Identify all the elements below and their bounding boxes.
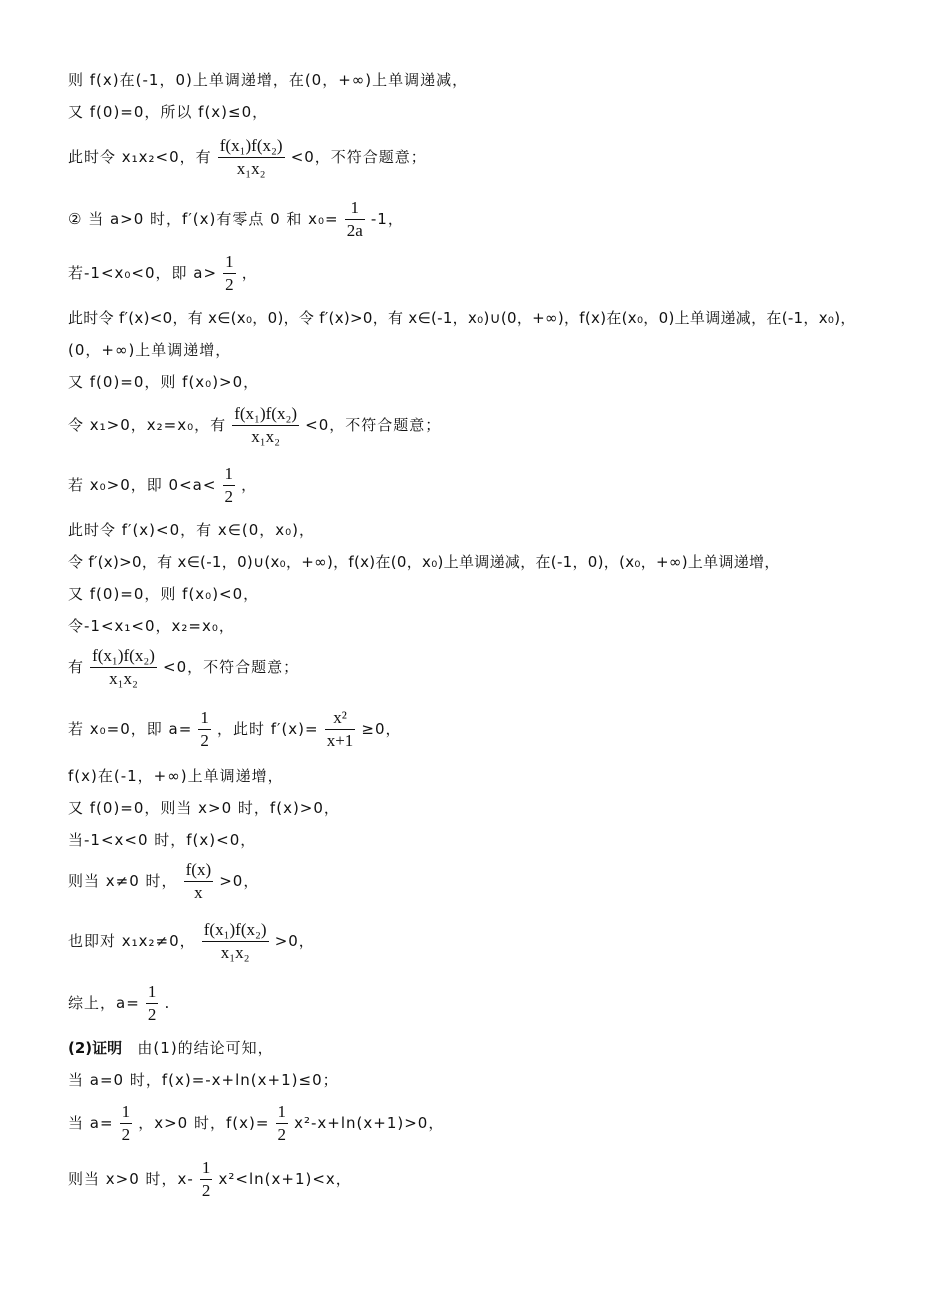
text-line: 则 f(x)在(-1，0)上单调递增，在(0，+∞)上单调递减， (68, 71, 469, 89)
text-line-with-fraction: 若 x₀>0，即 0<a< $\frac{1}{2}$ ， (68, 464, 258, 506)
text-line-with-fraction: 有 $\frac{\text{f(x₁)f(x₂)}}{\text{x₁x₂}}$ <0，不符合题意； (68, 646, 300, 688)
text-line: 此时令 f′(x)<0，有 x∈(x₀，0)，令 f′(x)>0，有 x∈(-1，x₀)∪(0，+∞)，f(x)在(x₀，0)上单调递减，在(-1，x₀)， (68, 309, 856, 327)
text-line: 当 a=0 时，f(x)=-x+ln(x+1)≤0； (68, 1071, 339, 1089)
text-line-with-fraction: 若 x₀=0，即 a= $\frac{1}{2}$ ，此时 f′(x)= $\frac{\text{x²}}{x+1}$ ≥0， (68, 708, 402, 750)
text-line: 又 f(0)=0，则 f(x₀)<0， (68, 585, 260, 603)
text-line-with-fraction: 则当 x>0 时，x- $\frac{1}{2}$ x²<ln(x+1)<x， (68, 1158, 352, 1200)
text-line-with-fraction: 若-1<x₀<0，即 a> $\frac{1}{2}$ ， (68, 252, 258, 294)
text-line: 又 f(0)=0，则 f(x₀)>0， (68, 373, 260, 391)
text-line: f(x)在(-1，+∞)上单调递增， (68, 767, 284, 785)
text-line: 又 f(0)=0，则当 x>0 时，f(x)>0， (68, 799, 340, 817)
fraction: $\frac{1}{2a}$ (346, 198, 363, 240)
text-line: 又 f(0)=0，所以 f(x)≤0， (68, 103, 269, 121)
text-line-with-fraction: 令 x₁>0，x₂=x₀，有 $\frac{\text{f(x₁)f(x₂)}}{\text{x₁x₂}}$ <0，不符合题意； (68, 404, 442, 446)
fraction: $\frac{1}{2}$ (224, 464, 234, 506)
text-line-with-fraction: 综上，a= $\frac{1}{2}$ . (68, 982, 171, 1024)
text-line-with-fraction: ② 当 a>0 时，f′(x)有零点 0 和 x₀= $\frac{1}{2a}$ -1， (68, 198, 404, 240)
text-line: 令-1<x₁<0，x₂=x₀， (68, 617, 235, 635)
fraction: $\frac{1}{2}$ (147, 982, 157, 1024)
fraction: $\frac{\text{f(x₁)f(x₂)}}{\text{x₁x₂}}$ (203, 920, 267, 962)
fraction: $\frac{\text{x²}}{x+1}$ (326, 708, 354, 750)
text-line: (0，+∞)上单调递增， (68, 341, 232, 359)
text-line: 当-1<x<0 时，f(x)<0， (68, 831, 257, 849)
fraction: $\frac{1}{2}$ (277, 1102, 286, 1144)
fraction: $\frac{\text{f(x₁)f(x₂)}}{\text{x₁x₂}}$ (234, 404, 298, 446)
text-line-with-fraction: 当 a= $\frac{1}{2}$ ，x>0 时，f(x)= $\frac{1}{2}$ x²-x+ln(x+1)>0， (68, 1102, 445, 1144)
fraction: $\frac{1}{2}$ (200, 708, 209, 750)
fraction: $\frac{\text{f(x₁)f(x₂)}}{\text{x₁x₂}}$ (92, 646, 155, 688)
text-line-with-fraction: 此时令 x₁x₂<0，有 $\frac{\text{f(x₁)f(x₂)}}{\text{x₁x₂}}$ <0，不符合题意； (68, 136, 427, 178)
text-line: 令 f′(x)>0，有 x∈(-1，0)∪(x₀，+∞)，f(x)在(0，x₀)上单调递减，在(-1，0)，(x₀，+∞)上单调递增， (68, 553, 780, 571)
proof-label: (2)证明 (68, 1039, 123, 1057)
text-line-with-fraction: 也即对 x₁x₂≠0， $\frac{\text{f(x₁)f(x₂)}}{\text{x₁x₂}}$ >0， (68, 920, 315, 962)
fraction: $\frac{1}{2}$ (121, 1102, 131, 1144)
fraction: $\frac{f(x)}{x}$ (185, 860, 212, 902)
text-line-with-fraction: 则当 x≠0 时， $\frac{f(x)}{x}$ >0， (68, 860, 260, 902)
text-line: (2)证明 由(1)的结论可知， (68, 1039, 274, 1057)
fraction: $\frac{1}{2}$ (201, 1158, 211, 1200)
fraction: $\frac{\text{f(x₁)f(x₂)}}{\text{x₁x₂}}$ (219, 136, 283, 178)
text-line: 此时令 f′(x)<0，有 x∈(0，x₀)， (68, 521, 315, 539)
fraction: $\frac{1}{2}$ (225, 252, 234, 294)
